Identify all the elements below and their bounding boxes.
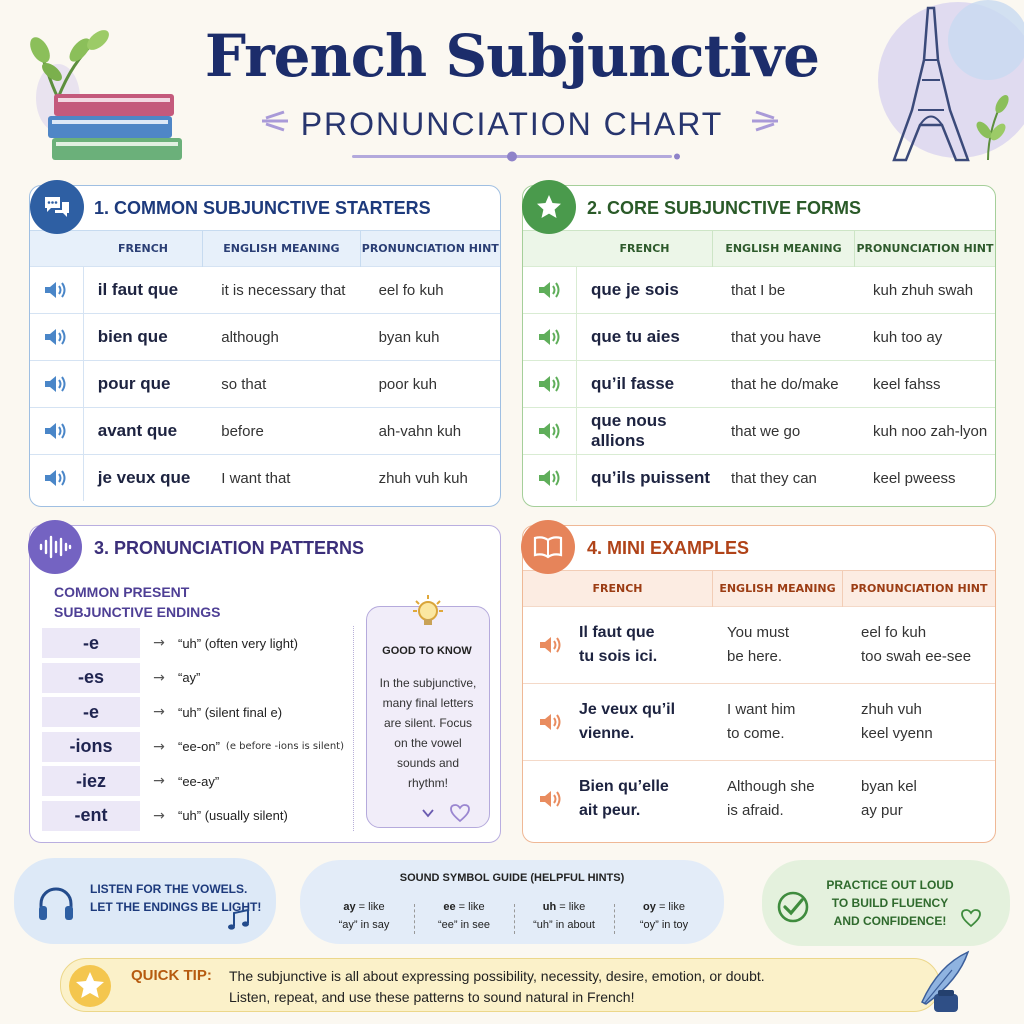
practice-callout [762, 860, 1010, 946]
speaker-icon[interactable] [536, 419, 564, 443]
panel-title: 1. COMMON SUBJUNCTIVE STARTERS [94, 197, 431, 218]
ending-label: -e [42, 697, 140, 727]
ending-sound: “uh” (usually silent) [178, 808, 288, 823]
table-row [523, 360, 995, 407]
ending-note: (e before -ions is silent) [225, 741, 344, 752]
english-meaning: so that [221, 375, 267, 393]
ending-sound: “ee-ay” [178, 773, 220, 789]
example-hint-line: byan kel [861, 778, 917, 795]
good-to-know-line: rhythm! [407, 776, 448, 790]
pronunciation-hint: byan kuh [378, 328, 440, 346]
good-to-know-line: many final letters [382, 696, 474, 710]
example-hint-line: keel vyenn [861, 725, 933, 742]
ending-label: -e [42, 628, 140, 658]
guide-example: “oy” in toy [639, 919, 689, 931]
column-hint: PRONUNCIATION HINT [361, 242, 499, 255]
guide-example: “uh” in about [533, 919, 595, 931]
panel-mini-examples [522, 525, 996, 843]
example-french [579, 775, 713, 823]
listen-line: LET THE ENDINGS BE LIGHT! [90, 900, 262, 914]
example-hint-line: too swah ee-see [861, 648, 972, 665]
pronunciation-hint: eel fo kuh [378, 281, 444, 299]
table-row [30, 360, 500, 407]
ending-row [42, 663, 200, 693]
arrow-icon: → [153, 669, 165, 686]
example-hint-line: zhuh vuh [861, 701, 922, 718]
column-french: FRENCH [84, 231, 204, 267]
endings-subtitle-line2: SUBJUNCTIVE ENDINGS [54, 604, 221, 620]
example-row [523, 606, 995, 683]
example-english-line: Although she [727, 778, 815, 795]
column-english: ENGLISH MEANING [203, 231, 360, 267]
guide-item [614, 898, 714, 934]
guide-example: “ee” in see [438, 919, 490, 931]
listen-callout [14, 858, 276, 944]
english-meaning: that he do/make [731, 375, 839, 393]
example-hint [849, 698, 995, 746]
ending-row [42, 697, 282, 727]
good-to-know-line: sounds and [396, 756, 460, 770]
pronunciation-hint: poor kuh [378, 375, 437, 393]
pronunciation-hint: ah-vahn kuh [378, 422, 462, 440]
table-row [523, 407, 995, 454]
example-french [579, 698, 713, 746]
guide-equals: = like [556, 901, 586, 913]
table-row [523, 266, 995, 313]
french-phrase: je veux que [97, 468, 191, 487]
speaker-icon[interactable] [537, 633, 565, 657]
english-meaning: that I be [731, 281, 786, 299]
guide-title: SOUND SYMBOL GUIDE (HELPFUL HINTS) [399, 872, 625, 884]
column-english: ENGLISH MEANING [713, 231, 855, 267]
english-meaning: that we go [731, 422, 801, 440]
ending-label: -ions [42, 732, 140, 762]
speaker-icon[interactable] [536, 372, 564, 396]
example-french-line: ait peur. [579, 802, 641, 819]
table-header [30, 230, 500, 266]
table-header [523, 570, 995, 606]
column-hint: PRONUNCIATION HINT [850, 582, 988, 595]
endings-subtitle [54, 582, 254, 622]
speaker-icon[interactable] [42, 419, 70, 443]
panel-common-starters [29, 185, 501, 507]
panel-title: 3. PRONUNCIATION PATTERNS [94, 537, 365, 558]
ending-sound: “uh” (silent final e) [178, 704, 283, 720]
column-hint: PRONUNCIATION HINT [856, 242, 994, 255]
good-to-know-line: In the subjunctive, [379, 676, 477, 690]
panel-pronunciation-patterns [29, 525, 501, 843]
ending-row [42, 732, 344, 762]
panel-core-forms [522, 185, 996, 507]
endings-subtitle-line1: COMMON PRESENT [54, 584, 190, 600]
guide-symbol: ay [343, 901, 356, 913]
quill-ink-icon [912, 950, 972, 1014]
listen-line: LISTEN FOR THE VOWELS. [90, 882, 248, 896]
example-english-line: to come. [727, 725, 785, 742]
pronunciation-hint: keel fahss [873, 375, 941, 393]
sound-symbol-guide [300, 860, 724, 944]
good-to-know-card [366, 606, 490, 828]
column-french: FRENCH [577, 231, 713, 267]
eiffel-tower-icon [838, 0, 1024, 170]
french-phrase: qu’ils puissent [591, 468, 711, 487]
english-meaning: although [221, 328, 279, 346]
example-english-line: be here. [727, 648, 783, 665]
headphones-icon [36, 886, 76, 922]
french-phrase: avant que [97, 421, 178, 440]
header [0, 0, 1024, 170]
panel-title: 2. CORE SUBJUNCTIVE FORMS [587, 197, 862, 218]
arrow-icon: → [153, 738, 165, 755]
example-english-line: You must [727, 624, 789, 641]
page-subtitle: PRONUNCIATION CHART [300, 106, 724, 142]
table-row [30, 454, 500, 501]
speech-bubbles-icon [30, 180, 84, 234]
english-meaning: before [221, 422, 264, 440]
page-title: French Subjunctive [204, 22, 820, 90]
ending-sound: “ay” [178, 670, 201, 685]
practice-line: PRACTICE OUT LOUD [826, 878, 954, 892]
quick-tip-text [229, 966, 765, 1008]
arrow-icon: → [153, 807, 165, 824]
example-hint-line: ay pur [861, 802, 903, 819]
speaker-icon[interactable] [42, 278, 70, 302]
french-phrase: pour que [97, 374, 171, 393]
speaker-icon[interactable] [536, 325, 564, 349]
ending-label: -es [42, 663, 140, 693]
french-phrase: il faut que [97, 280, 179, 299]
example-row [523, 683, 995, 760]
guide-item [514, 898, 614, 934]
good-to-know-title: GOOD TO KNOW [382, 645, 472, 657]
pronunciation-hint: kuh zhuh swah [873, 281, 974, 299]
heart-icon [960, 908, 982, 928]
english-meaning: I want that [221, 469, 291, 487]
example-french-line: Je veux qu’il [579, 701, 676, 718]
example-english-line: I want him [727, 701, 796, 718]
example-english [713, 775, 849, 823]
arrow-icon: → [153, 773, 165, 789]
example-english [713, 621, 849, 669]
quick-tip-bar [60, 958, 940, 1012]
example-french-line: Il faut que [579, 624, 655, 641]
checkmark-icon [776, 890, 810, 924]
star-icon [67, 963, 113, 1009]
column-french: FRENCH [523, 571, 713, 607]
english-meaning: that you have [731, 328, 822, 346]
practice-text [820, 876, 960, 930]
practice-line: TO BUILD FLUENCY [831, 896, 949, 910]
pronunciation-hint: zhuh vuh kuh [378, 469, 468, 487]
speaker-icon[interactable] [42, 466, 70, 490]
english-meaning: that they can [731, 469, 817, 487]
ending-sound: “uh” (often very light) [178, 635, 298, 651]
french-phrase: bien que [97, 327, 168, 346]
french-phrase: que tu aies [591, 327, 680, 346]
example-hint-line: eel fo kuh [861, 624, 927, 641]
speaker-icon[interactable] [536, 466, 564, 490]
french-phrase: que je sois [591, 280, 679, 299]
table-header [523, 230, 995, 266]
ending-row [42, 766, 219, 796]
table-row [523, 313, 995, 360]
divider [353, 626, 354, 831]
arrow-icon: → [153, 704, 165, 720]
speaker-icon[interactable] [537, 710, 565, 734]
good-to-know-line: are silent. Focus [383, 716, 473, 730]
ending-sound: “ee-on” [178, 739, 220, 754]
sparkle-right-icon [750, 106, 782, 136]
example-hint [849, 775, 995, 823]
speaker-icon[interactable] [537, 787, 565, 811]
heart-icon [449, 803, 471, 823]
practice-line: AND CONFIDENCE! [833, 914, 947, 928]
panel-title: 4. MINI EXAMPLES [587, 537, 750, 558]
good-to-know-line: on the vowel [394, 736, 462, 750]
french-phrase: que nous allions [591, 411, 667, 450]
guide-equals: = like [355, 901, 385, 913]
pronunciation-hint: kuh too ay [873, 328, 943, 346]
table-row [30, 266, 500, 313]
star-icon [522, 180, 576, 234]
guide-symbol: ee [443, 901, 456, 913]
column-english: ENGLISH MEANING [713, 571, 843, 607]
guide-symbol: uh [542, 901, 557, 913]
pronunciation-hint: keel pweess [873, 469, 956, 487]
example-french-line: tu sois ici. [579, 648, 658, 665]
pronunciation-hint: kuh noo zah-lyon [873, 422, 988, 440]
quick-tip-line: The subjunctive is all about expressing possibility, necessity, desire, emotion, or doubt. [229, 968, 765, 984]
table-row [30, 313, 500, 360]
table-row [523, 454, 995, 501]
example-english [713, 698, 849, 746]
example-french-line: vienne. [579, 725, 635, 742]
sparkle-small-icon [421, 807, 435, 819]
guide-item [414, 898, 514, 934]
speaker-icon[interactable] [536, 278, 564, 302]
ending-row [42, 628, 298, 658]
example-english-line: is afraid. [727, 802, 784, 819]
guide-example: “ay” in say [338, 919, 390, 931]
speaker-icon[interactable] [42, 325, 70, 349]
french-phrase: qu’il fasse [591, 374, 675, 393]
example-hint [849, 621, 995, 669]
quick-tip-line: Listen, repeat, and use these patterns to sound natural in French! [229, 989, 635, 1005]
open-book-icon [521, 520, 575, 574]
ending-row [42, 801, 288, 831]
example-french [579, 621, 713, 669]
guide-equals: = like [655, 901, 685, 913]
speaker-icon[interactable] [42, 372, 70, 396]
guide-item [314, 898, 414, 934]
ending-label: -ent [42, 801, 140, 831]
music-notes-icon [226, 908, 252, 932]
arrow-icon: → [153, 635, 165, 651]
quick-tip-label: QUICK TIP: [131, 967, 212, 984]
good-to-know-body [373, 673, 483, 793]
table-row [30, 407, 500, 454]
ending-label: -iez [42, 766, 140, 796]
english-meaning: it is necessary that [221, 281, 346, 299]
underline-decoration [352, 150, 682, 162]
guide-symbol: oy [643, 901, 656, 913]
guide-equals: = like [455, 901, 485, 913]
lightbulb-icon [411, 593, 445, 633]
example-row [523, 760, 995, 837]
example-french-line: Bien qu’elle [579, 778, 669, 795]
sound-wave-icon [28, 520, 82, 574]
